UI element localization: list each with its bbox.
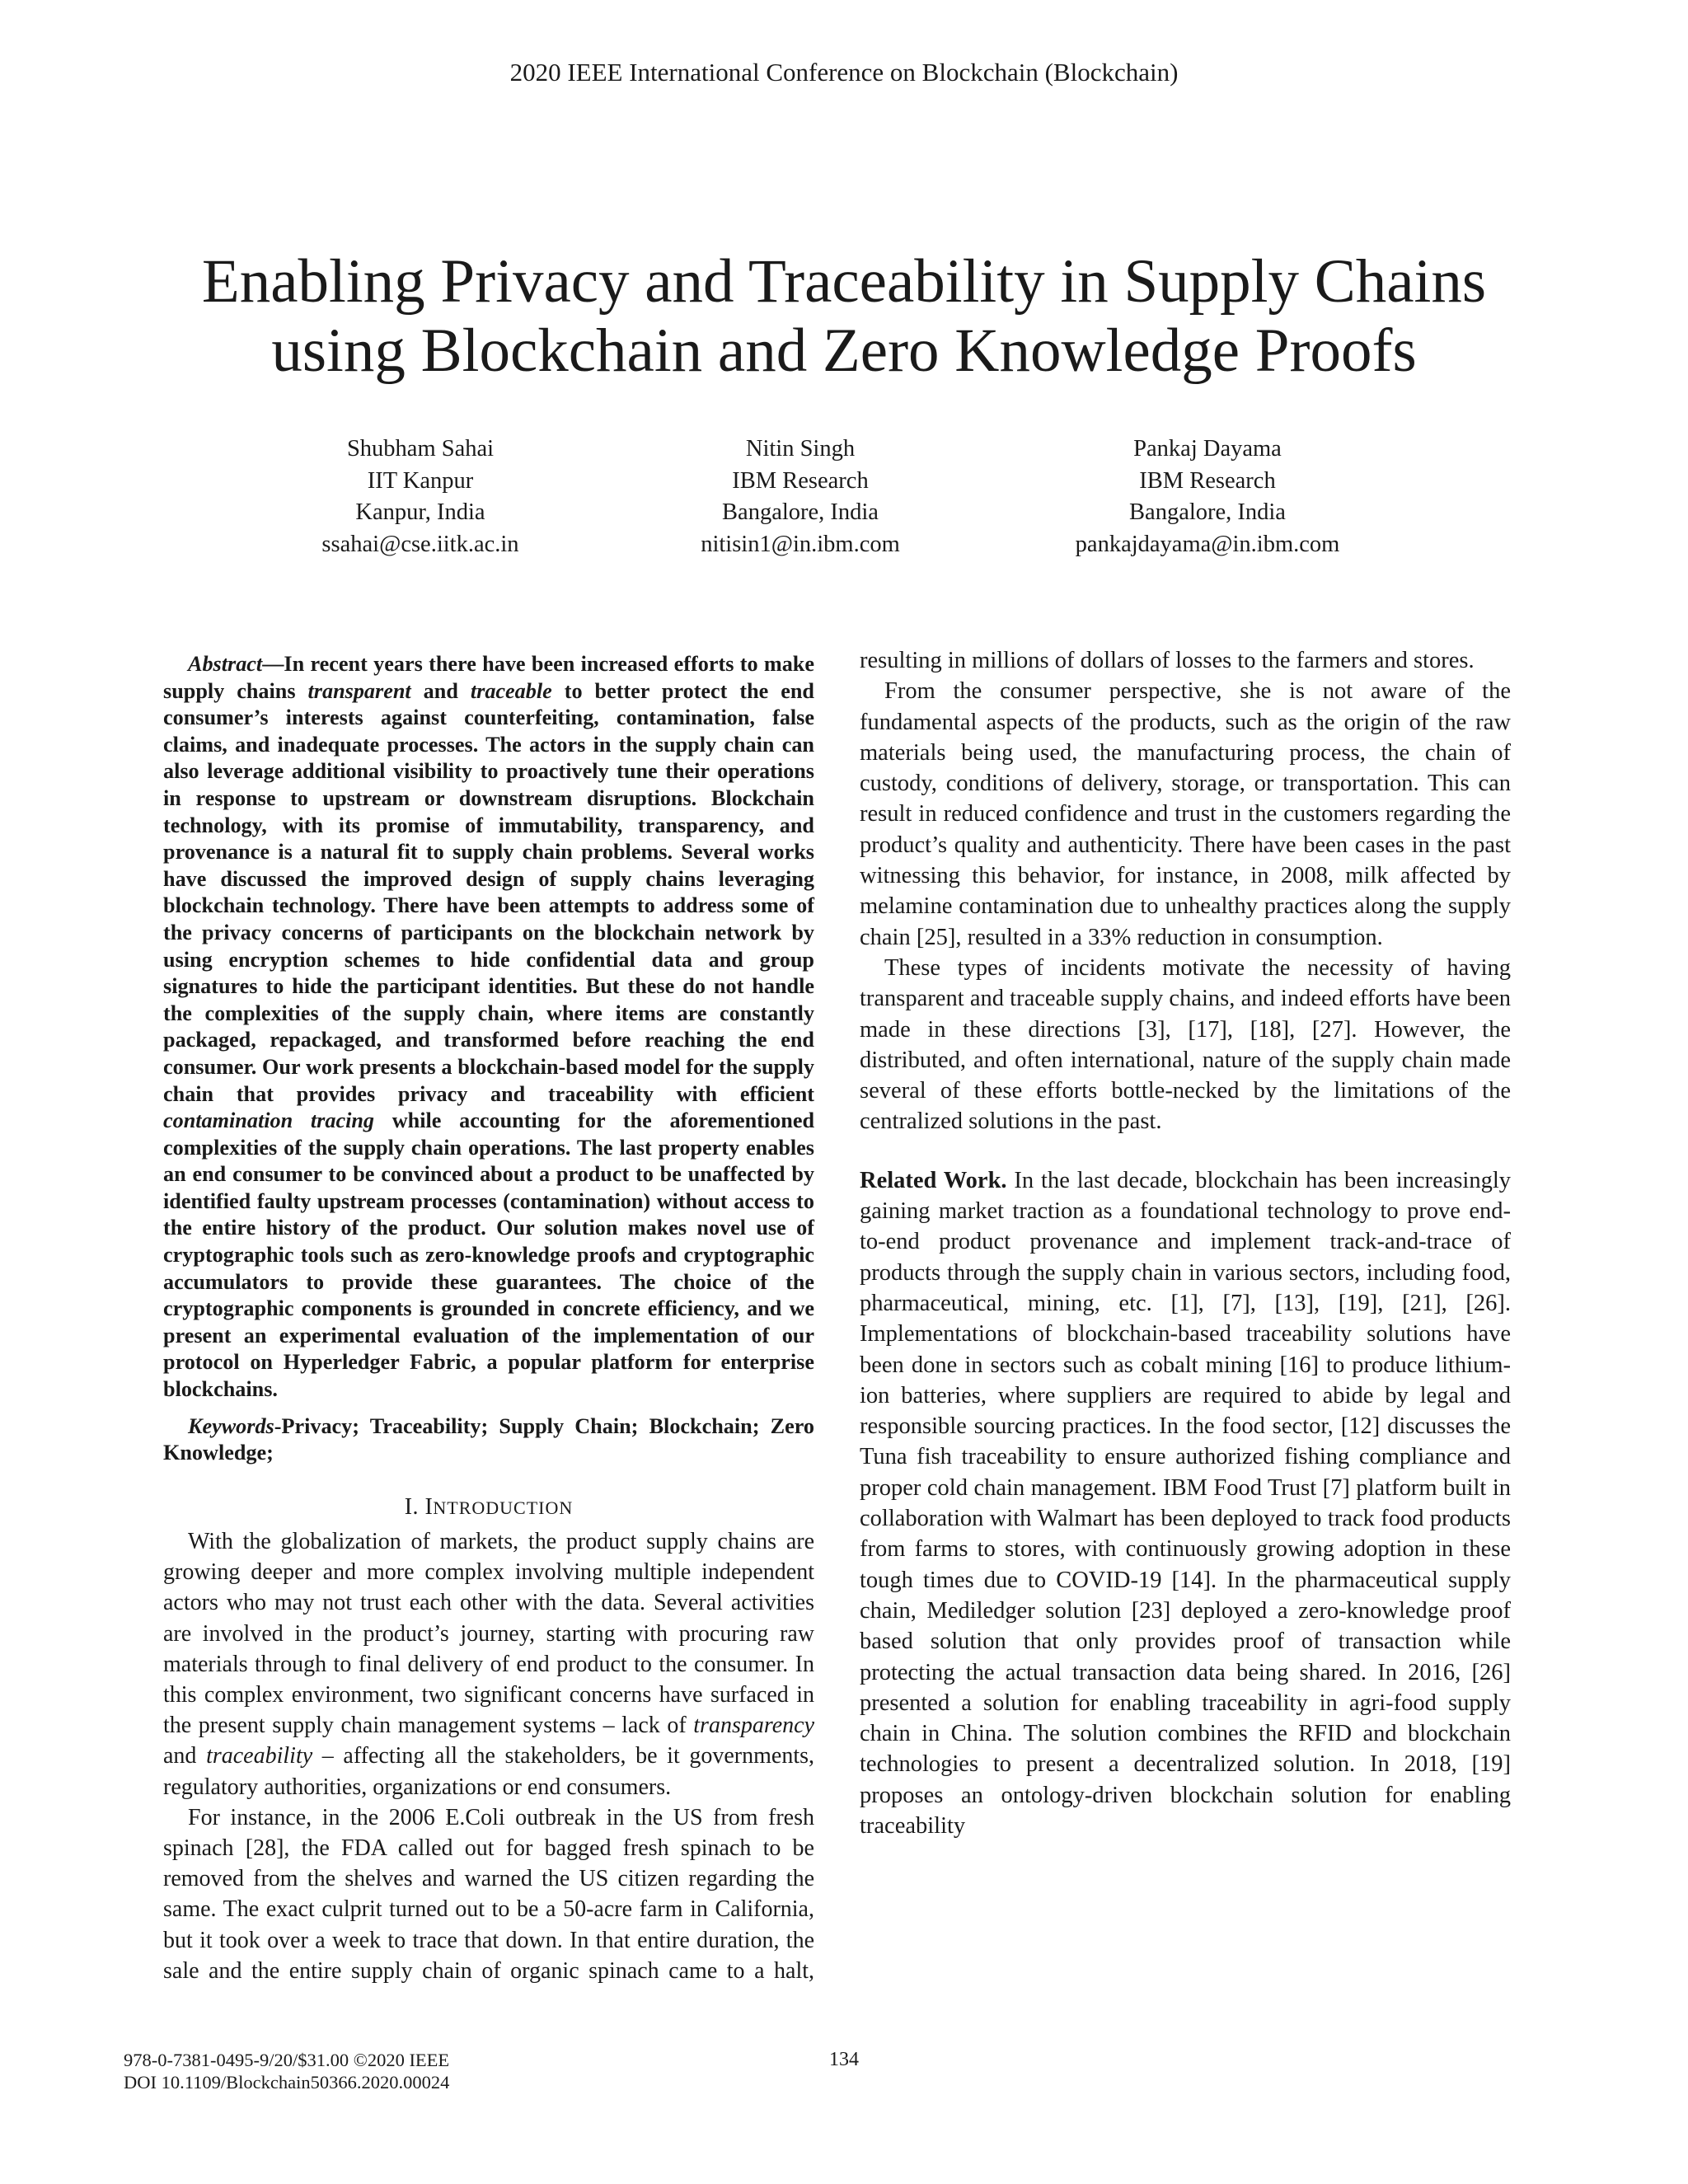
author-location: Kanpur, India [355, 499, 485, 525]
left-column [163, 651, 814, 1986]
abstract: Abstract—In recent years there have been increased efforts to make supply chains transparent and traceable to better protect the end consumer’s interests against counterfeiting, contamination, false claims, and inadequate processes. The actors in the supply chain can also leverage additional visibility to proactively tune their operations in response to upstream or downstream disruptions. Blockchain technology, with its promise of immutability, transparency, and provenance is a natural fit to supply chain problems. Several works have discussed the improved design of supply chains leveraging blockchain technology. There have been attempts to address some of the privacy concerns of participants on the blockchain network by using encryption schemes to hide confidential data and group signatures to hide the participant identities. But these do not handle the complexities of the supply chain, where items are constantly packaged, repackaged, and transformed before reaching the end consumer. Our work presents a blockchain-based model for the supply chain that provides privacy and traceability with efficient contamination tracing while accounting for the aforementioned complexities of the supply chain operations. The last property enables an end consumer to be convinced about a product to be unaffected by identified faulty upstream processes (contamination) without access to the entire history of the product. Our solution makes novel use of cryptographic tools such as zero-knowledge proofs and cryptographic accumulators to provide these guarantees. The choice of the cryptographic components is grounded in concrete efficiency, and we present an experimental evaluation of the implementation of our protocol on Hyperledger Fabric, a popular platform for enterprise blockchains. [163, 652, 815, 1402]
author-email: ssahai@cse.iitk.ac.in [321, 531, 519, 557]
conference-header: 2020 IEEE International Conference on Blockchain (Blockchain) [509, 58, 1179, 87]
paragraph: From the consumer perspective, she is not aware of the fundamental aspects of the products, such as the origin of the raw materials being used, the manufacturing process, the chain of custody, conditions of delivery, storage, or transportation. This can result in reduced confidence and trust in the customers regarding the product’s quality and authenticity. There have been cases in the past witnessing this behavior, for instance, in 2008, milk affected by melamine contamination due to unhealthy practices along the supply chain [25], resulted in a 33% reduction in consumption. [860, 678, 1511, 950]
author-affiliation: IIT Kanpur [367, 467, 474, 494]
paragraph-related-work: Related Work. In the last decade, blockchain has been increasingly gaining market traction as a foundational technology to prove end-to-end product provenance and implement track-and-trace of products through the supply chain in various sectors, including food, pharmaceutical, mining, etc. [1], [7], [13], [19], [21], [26]. Implementations of blockchain-based traceability solutions have been done in sectors such as cobalt mining [16] to produce lithium-ion batteries, where suppliers are required to abide by legal and responsible sourcing practices. In the food sector, [12] discusses the Tuna fish traceability to ensure authorized fishing compliance and proper cold chain management. IBM Food Trust [7] platform built in collaboration with Walmart has been deployed to track food products from farms to stores, with continuously growing adoption in these tough times due to COVID-19 [14]. In the pharmaceutical supply chain, Mediledger solution [23] deployed a zero-knowledge proof based solution that only provides proof of transaction while protecting the actual transaction data being shared. In 2016, [26] presented a solution for enabling traceability in agri-food supply chain in China. The solution combines the RFID and blockchain technologies to present a decentralized solution. In 2018, [19] proposes an ontology-driven blockchain solution for enabling traceability [860, 1167, 1511, 1839]
author-email: nitisin1@in.ibm.com [701, 531, 900, 557]
section-heading-introduction: I. INTRODUCTION [404, 1493, 574, 1520]
author-block-3 [1010, 434, 1405, 560]
keywords-label: Keywords [188, 1413, 274, 1438]
page-number: 134 [829, 2049, 859, 2070]
author-location: Bangalore, India [722, 499, 879, 525]
author-block-1 [223, 434, 618, 560]
author-name: Pankaj Dayama [1133, 436, 1282, 462]
paragraph: With the globalization of markets, the product supply chains are growing deeper and more complex involving multiple independent actors who may not trust each other with the data. Several activities are involved in the product’s journey, starting with procuring raw materials through to final delivery of end product to the consumer. In this complex environment, two significant concerns have surfaced in the present supply chain management systems – lack of transparency and traceability – affecting all the stakeholders, be it governments, regulatory authorities, organizations or end consumers. [163, 1529, 814, 1800]
paragraph: These types of incidents motivate the necessity of having transparent and traceable supply chains, and indeed efforts have been made in these directions [3], [17], [18], [27]. However, the distributed, and often international, nature of the supply chain made several of these efforts bottle-necked by the limitations of the centralized solutions in the past. [860, 954, 1511, 1135]
author-affiliation: IBM Research [1139, 467, 1276, 494]
related-work-heading: Related Work. [860, 1167, 1007, 1193]
paper-title [0, 247, 1688, 386]
right-column-content [860, 645, 1511, 1841]
paper-title-line-2: using Blockchain and Zero Knowledge Proofs [271, 316, 1417, 385]
keywords: Keywords-Privacy; Traceability; Supply Chain; Blockchain; Zero Knowledge; [163, 1413, 814, 1465]
author-name: Nitin Singh [745, 436, 856, 462]
paper-title-line-1: Enabling Privacy and Traceability in Supply Chains [201, 247, 1487, 316]
author-affiliation: IBM Research [732, 467, 869, 494]
author-block-2 [603, 434, 998, 560]
paragraph-continuation: resulting in millions of dollars of losses to the farmers and stores. [860, 648, 1475, 673]
footer-doi: DOI 10.1109/Blockchain50366.2020.00024 [124, 2072, 450, 2093]
footer-isbn: 978-0-7381-0495-9/20/$31.00 ©2020 IEEE [124, 2050, 450, 2070]
author-name: Shubham Sahai [346, 436, 495, 462]
author-location: Bangalore, India [1129, 499, 1286, 525]
author-email: pankajdayama@in.ibm.com [1075, 531, 1340, 557]
abstract-label: Abstract [188, 652, 263, 676]
paragraph: For instance, in the 2006 E.Coli outbreak in the US from fresh spinach [28], the FDA called out for bagged fresh spinach to be removed from the shelves and warned the US citizen regarding the same. The exact culprit turned out to be a 50-acre farm in California, but it took over a week to trace that down. In that entire duration, the sale and the entire supply chain of organic spinach came to a halt, [163, 1804, 814, 1984]
